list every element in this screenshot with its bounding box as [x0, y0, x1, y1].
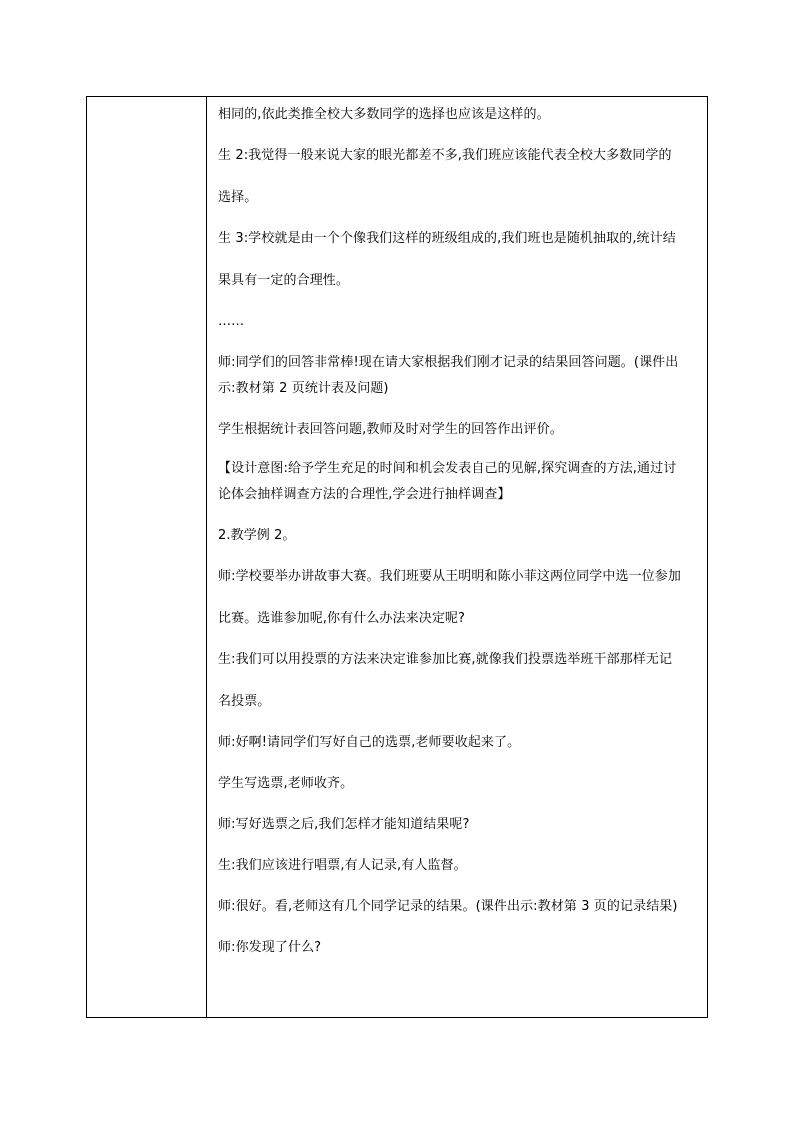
text-line: 师:学校要举办讲故事大赛。我们班要从王明明和陈小菲这两位同学中选一位参加: [218, 569, 681, 584]
text-line: 果具有一定的合理性。: [218, 273, 350, 288]
paragraph: [218, 312, 701, 332]
text-line: 相同的,依此类推全校大多数同学的选择也应该是这样的。: [218, 107, 550, 122]
text-line: ……: [218, 314, 245, 329]
paragraph: [218, 229, 701, 291]
text-line: 2.教学例 2。: [218, 528, 296, 543]
text-line: 师:同学们的回答非常棒!现在请大家根据我们刚才记录的结果回答问题。(课件出: [218, 355, 679, 370]
paragraph: [218, 105, 701, 125]
text-line: 师:好啊!请同学们写好自己的选票,老师要收起来了。: [218, 735, 521, 750]
text-line: 生:我们可以用投票的方法来决定谁参加比赛,就像我们投票选举班干部那样无记: [218, 652, 673, 667]
paragraph: [218, 856, 701, 876]
text-line: 论体会抽样调查方法的合理性,学会进行抽样调查】: [218, 487, 511, 502]
text-line: 示:教材第 2 页统计表及问题): [218, 381, 389, 396]
text-line: 师:你发现了什么?: [218, 940, 322, 955]
text-line: 生 3:学校就是由一个个像我们这样的班级组成的,我们班也是随机抽取的,统计结: [218, 231, 676, 246]
table-left-cell: [87, 97, 207, 1017]
paragraph: [218, 815, 701, 835]
paragraph: [218, 146, 701, 208]
text-line: 生:我们应该进行唱票,有人记录,有人监督。: [218, 858, 467, 873]
paragraph: [218, 420, 701, 440]
text-line: 名投票。: [218, 694, 271, 709]
text-line: 师:很好。看,老师这有几个同学记录的结果。(课件出示:教材第 3 页的记录结果): [218, 899, 678, 914]
text-line: 【设计意图:给予学生充足的时间和机会发表自己的见解,探究调查的方法,通过讨: [218, 461, 677, 476]
paragraph: [218, 353, 701, 399]
text-line: 选择。: [218, 190, 258, 205]
table-content-cell: [208, 97, 707, 1017]
text-line: 生 2:我觉得一般来说大家的眼光都差不多,我们班应该能代表全校大多数同学的: [218, 148, 672, 163]
paragraph: [218, 774, 701, 794]
text-line: 比赛。选谁参加呢,你有什么办法来决定呢?: [218, 611, 466, 626]
paragraph: [218, 897, 701, 917]
paragraph: [218, 567, 701, 629]
paragraph: [218, 459, 701, 505]
paragraph: [218, 938, 701, 958]
lesson-table: [86, 96, 708, 1018]
paragraph: [218, 650, 701, 712]
paragraph: [218, 526, 701, 546]
text-line: 师:写好选票之后,我们怎样才能知道结果呢?: [218, 817, 470, 832]
text-line: 学生写选票,老师收齐。: [218, 776, 354, 791]
text-line: 学生根据统计表回答问题,教师及时对学生的回答作出评价。: [218, 422, 563, 437]
paragraph: [218, 733, 701, 753]
